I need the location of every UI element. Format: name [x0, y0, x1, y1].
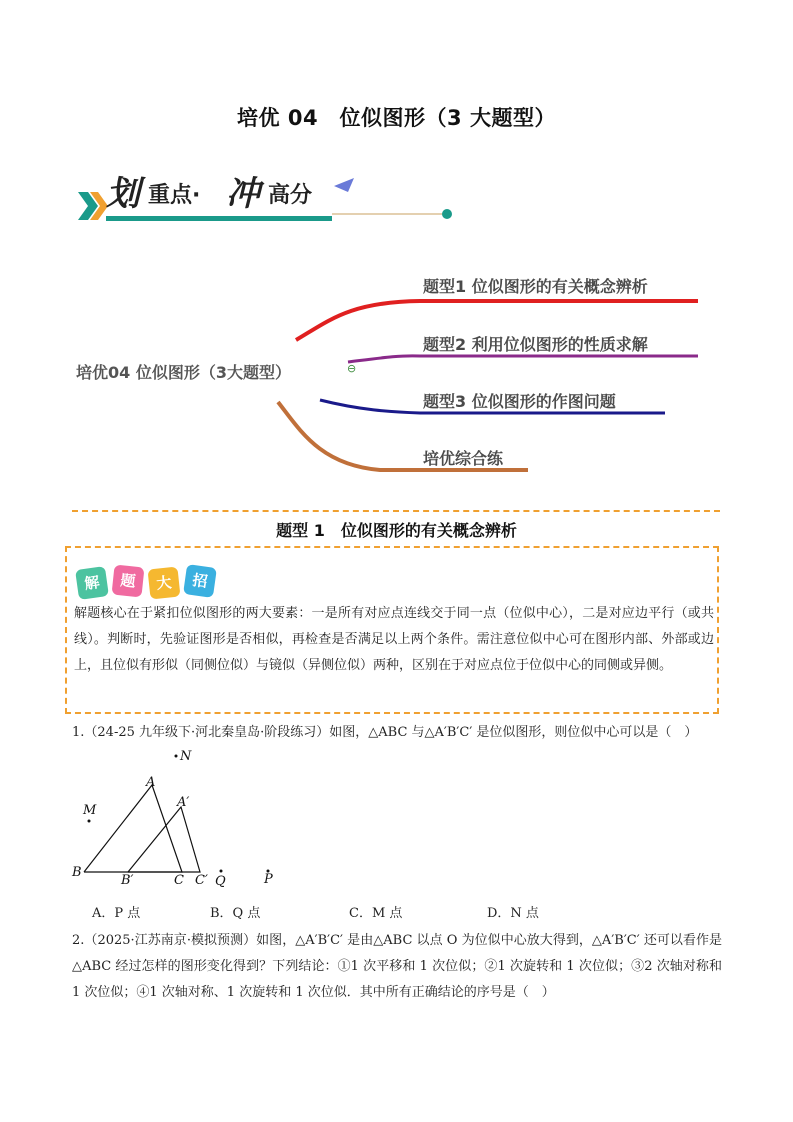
tip-badge-4: 招 [183, 564, 217, 598]
mindmap-branch-4: 培优综合练 [423, 449, 504, 468]
paper-plane-icon [334, 178, 354, 192]
point-label-Q: Q [215, 874, 226, 889]
point-label-M: M [83, 803, 97, 818]
point-label-A: A [146, 775, 156, 790]
mindmap-branch-2: 题型2 利用位似图形的性质求解 [423, 335, 648, 354]
question-2-text: 2.（2025·江苏南京·模拟预测）如图，△A′B′C′ 是由△ABC 以点 O 为位似中心放大得到，△A′B′C′ 还可以看作是△ABC 经过怎样的图形变化得到？下列结论：①1 次平移和 1 次位似；②1 次旋转和 1 次位似；③2 次轴对称和 1 次位似；④1 次轴对称、1 次旋转和 1 次位似．其中所有正确结论的序号是（ ） [72, 933, 722, 1000]
tip-badge-3: 大 [148, 567, 181, 600]
point-label-B: B [72, 865, 82, 880]
point-label-C: C [174, 873, 184, 888]
point-label-B-prime: B′ [121, 873, 134, 888]
tip-text: 解题核心在于紧扣位似图形的两大要素：一是所有对应点连线交于同一点（位似中心），二是对应边平行（或共线）。判断时，先验证图形是否相似，再检查是否满足以上两个条件。需注意位似中心可在图形内部、外部或边上，且位似有形似（同侧位似）与镜似（异侧位似）两种，区别在于对应点位于位似中心的同侧或异侧。 [74, 606, 714, 673]
point-label-A-prime: A′ [177, 795, 190, 810]
mindmap-branch-3: 题型3 位似图形的作图问题 [423, 392, 616, 411]
page-title: 培优 04 位似图形（3 大题型） [237, 106, 556, 130]
collapse-icon[interactable]: ⊖ [347, 362, 357, 375]
question-1-option-c[interactable]: C．M 点 [349, 906, 403, 921]
banner-text-1: 重点· [148, 183, 201, 208]
banner-text-2: 高分 [268, 183, 313, 208]
section-divider [72, 510, 720, 512]
section-banner [76, 166, 456, 230]
point-label-C-prime: C′ [195, 873, 208, 888]
tip-badge-1: 解 [75, 566, 109, 600]
tip-badge-2: 题 [112, 565, 145, 598]
tip-badges [77, 566, 227, 600]
banner-char-2: 冲 [226, 174, 260, 214]
question-1-option-b[interactable]: B．Q 点 [210, 906, 261, 921]
mindmap-branch-1: 题型1 位似图形的有关概念辨析 [423, 277, 648, 296]
question-1-option-d[interactable]: D．N 点 [487, 906, 539, 921]
point-label-P: P [264, 872, 273, 887]
section-title: 题型 1 位似图形的有关概念辨析 [276, 521, 517, 540]
question-1-option-a[interactable]: A．P 点 [92, 906, 141, 921]
banner-char-1: 划 [106, 174, 140, 214]
mindmap-root: 培优04 位似图形（3大题型） [76, 363, 291, 382]
point-label-N: N [180, 749, 192, 764]
question-1-text: 1.（24-25 九年级下·河北秦皇岛·阶段练习）如图，△ABC 与△A′B′C′ 是位似图形，则位似中心可以是（ ） [72, 725, 698, 740]
